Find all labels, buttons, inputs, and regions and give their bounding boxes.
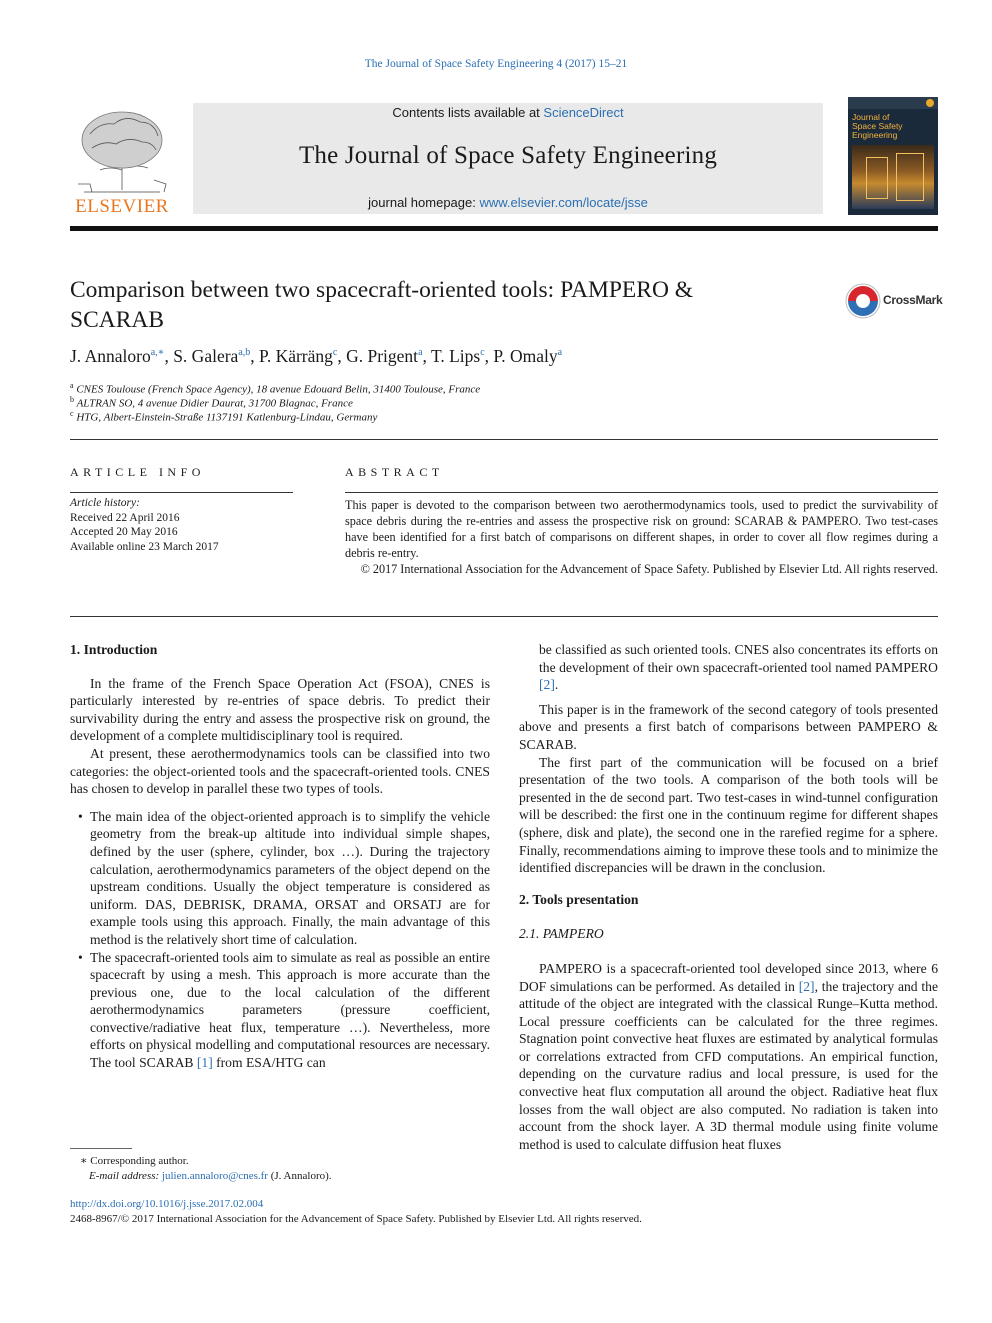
author: T. Lips [430, 346, 481, 366]
footnote-text: Corresponding author. [90, 1155, 189, 1167]
homepage-link[interactable]: www.elsevier.com/locate/jsse [479, 195, 648, 210]
journal-cover[interactable] [848, 97, 938, 215]
paragraph: At present, these aerothermodynamics tools can be classified into two categories: the object-oriented tools and the spacecraft-oriented tools. CNES has chosen to develop in parallel these two types of tools. [70, 745, 490, 797]
abstract-text: This paper is devoted to the comparison between two aerothermodynamics tools, used to predict the survivability of space debris during the re-entries and assess the prospective risk on ground: SCARAB & PAMPERO. Two test-cases have been identified for a first batch of comparisons on different shapes, in order to cover all flow regimes during a debris re-entry. [345, 498, 938, 560]
bullet-icon: • [78, 949, 83, 965]
citation-link[interactable]: [2] [798, 978, 815, 994]
email-link[interactable]: julien.annaloro@cnes.fr [161, 1170, 268, 1182]
doi-link[interactable]: http://dx.doi.org/10.1016/j.jsse.2017.02.004 [70, 1198, 264, 1210]
author: S. Galera [173, 346, 239, 366]
article-title: Comparison between two spacecraft-oriented tools: PAMPERO & SCARAB [70, 277, 694, 333]
author: J. Annaloro [70, 346, 151, 366]
abstract-copyright: © 2017 International Association for the Advancement of Space Safety. Published by Elsevier Ltd. All rights reserved. [360, 562, 938, 576]
divider [70, 439, 938, 440]
citation-link[interactable]: [1] [196, 1055, 213, 1071]
divider [70, 492, 293, 493]
section-heading: 2. Tools presentation [519, 891, 639, 907]
footnote-mark: ∗ [80, 1155, 88, 1167]
footnote-corresponding [80, 1154, 500, 1167]
contents-prefix: Contents lists available at [392, 105, 544, 120]
article-info-heading: ARTICLE INFO [70, 465, 205, 479]
affil-mark: c [70, 409, 74, 418]
paragraph-text: , the trajectory and the attitude of the object are integrated with the classical Runge–Kutta method. Local pressure coefficients can be calculated for the three regimes. Stagnation point convective heat fluxes are estimated by analytical formulas or correlations extracted from CFD computations. An empirical function, depending on the curvature radius and local pressure, is used for the convective heat flux computation all around the object. Radiative heat flux losses from the wall object are also computed. No radiation is taken into account from the shock layer. A 3D thermal module using finite volume method is used to calculate diffusion heat fluxes [519, 978, 938, 1152]
list-item [70, 808, 490, 949]
paragraph [519, 960, 938, 1154]
sciencedirect-link[interactable]: ScienceDirect [543, 105, 624, 120]
journal-title: The Journal of Space Safety Engineering [298, 142, 718, 169]
affil-text: HTG, Albert-Einstein-Straße 1137191 Katlenburg-Lindau, Germany [76, 411, 378, 424]
email-label: E-mail address: [89, 1170, 160, 1182]
right-column [519, 641, 938, 1153]
author-affil-mark[interactable]: a [557, 347, 563, 359]
author-affil-mark[interactable]: c [332, 347, 338, 359]
online-date: Available online 23 March 2017 [70, 540, 219, 553]
received-date: Received 22 April 2016 [70, 511, 180, 524]
footnote-email [89, 1170, 509, 1182]
header-rule [70, 226, 938, 231]
affil-mark: a [70, 381, 74, 390]
author-affil-mark[interactable]: c [480, 347, 485, 359]
paragraph-text: be classified as such oriented tools. CNES also concentrates its efforts on the development of their own spacecraft-oriented tool named PAMPERO [539, 642, 938, 675]
paragraph-text: PAMPERO is a spacecraft-oriented tool developed since 2013, where 6 DOF simulations can be performed. As detailed in [519, 960, 938, 994]
affiliation [70, 395, 770, 410]
homepage-line [193, 195, 823, 210]
abstract-body [345, 497, 938, 577]
citation-link[interactable]: [2] [539, 677, 555, 693]
footnote-rule [70, 1148, 132, 1149]
section-heading: 1. Introduction [70, 642, 158, 657]
abstract-heading: ABSTRACT [345, 465, 444, 479]
cover-title: Journal of Space Safety Engineering [852, 112, 903, 140]
history-label: Article history: [70, 497, 140, 509]
email-name: (J. Annaloro). [270, 1170, 332, 1182]
author: P. Kärräng [259, 346, 333, 366]
paragraph: This paper is in the framework of the second category of tools presented above and presents a first batch of comparisons between PAMPERO & SCARAB. [519, 701, 938, 752]
issn-line: 2468-8967/© 2017 International Association for the Advancement of Space Safety. Published by Elsevier Ltd. All rights reserved. [70, 1213, 642, 1225]
divider [345, 492, 938, 493]
list-item-text: The spacecraft-oriented tools aim to simulate as real as possible an entire spacecraft by using a mesh. This approach is more accurate than the previous one, due to the local calculation of the different aerothermodynamics parameters (pressure coefficient, convective/radiative heat flux, temperature …). Nevertheless, more efforts on physical modelling and computational resources are necessary. The tool SCARAB [90, 949, 490, 1071]
affil-mark: b [70, 395, 74, 404]
crossmark-badge[interactable] [845, 283, 945, 319]
author-affil-mark[interactable]: a,∗ [150, 347, 165, 359]
list-item [70, 949, 490, 1072]
left-column [70, 641, 490, 1072]
author-affil-mark[interactable]: a,b [238, 347, 251, 359]
list-item-text: The main idea of the object-oriented approach is to simplify the vehicle geometry from the break-up altitude into individual simple shapes, defined by the user (sphere, cylinder, box …). During the trajectory calculation, aerothermodynamics parameters of the object depend on the upstream conditions. Usually the object temperature is considered as uniform. DAS, DEBRISK, DRAMA, ORSAT and ORSATJ are for example tools using this approach. Finally, the main advantage of this method is the relatively short time of calculation. [90, 808, 490, 947]
elsevier-wordmark: ELSEVIER [75, 196, 169, 217]
paragraph [519, 641, 938, 694]
running-head[interactable]: The Journal of Space Safety Engineering 4 (2017) 15–21 [364, 58, 628, 70]
author: G. Prigent [346, 346, 419, 366]
divider [70, 616, 938, 617]
crossmark-label: CrossMark [883, 293, 943, 307]
bullet-icon: • [78, 808, 83, 824]
author: P. Omaly [493, 346, 558, 366]
paragraph-text: . [554, 677, 559, 693]
homepage-prefix: journal homepage: [368, 195, 480, 210]
subsection-heading: 2.1. PAMPERO [519, 926, 604, 942]
affil-text: ALTRAN SO, 4 avenue Didier Daurat, 31700 Blagnac, France [76, 397, 353, 410]
paragraph: In the frame of the French Space Operation Act (FSOA), CNES is particularly interested by re-entries of space debris. To predict their survivability during the entry and assess the prospective risk on ground, the development of a complete multidisciplinary tool is required. [70, 675, 490, 744]
affiliation [70, 381, 770, 396]
elsevier-logo [70, 104, 174, 216]
paragraph: The first part of the communication will be focused on a brief presentation of the two tools. A comparison of the both tools will be presented in the de second part. Two test-cases in wind-tunnel configuration will be described: the first one in the continuum regime for different shapes (sphere, disk and plate), the second one in the rarefied regime for a sphere. Finally, recommendations aiming to improve these tools and to minimize the identified discrepancies will be drawn in the conclusion. [519, 754, 938, 876]
accepted-date: Accepted 20 May 2016 [70, 526, 178, 538]
affil-text: CNES Toulouse (French Space Agency), 18 avenue Edouard Belin, 31400 Toulouse, France [76, 383, 481, 396]
crossmark-icon [845, 283, 881, 319]
author-affil-mark[interactable]: a [418, 347, 423, 359]
list-item-text: from ESA/HTG can [212, 1055, 326, 1071]
author-list: J. Annaloro$^{a,∗}$, S. Galera$^{a,b}$, P. Kärräng$^c$, G. Prigent$^a$, T. Lips$^c$, P. Omaly$^a$ [70, 346, 563, 366]
affiliation [70, 409, 770, 424]
article-history [70, 496, 300, 554]
contents-line [193, 105, 823, 120]
